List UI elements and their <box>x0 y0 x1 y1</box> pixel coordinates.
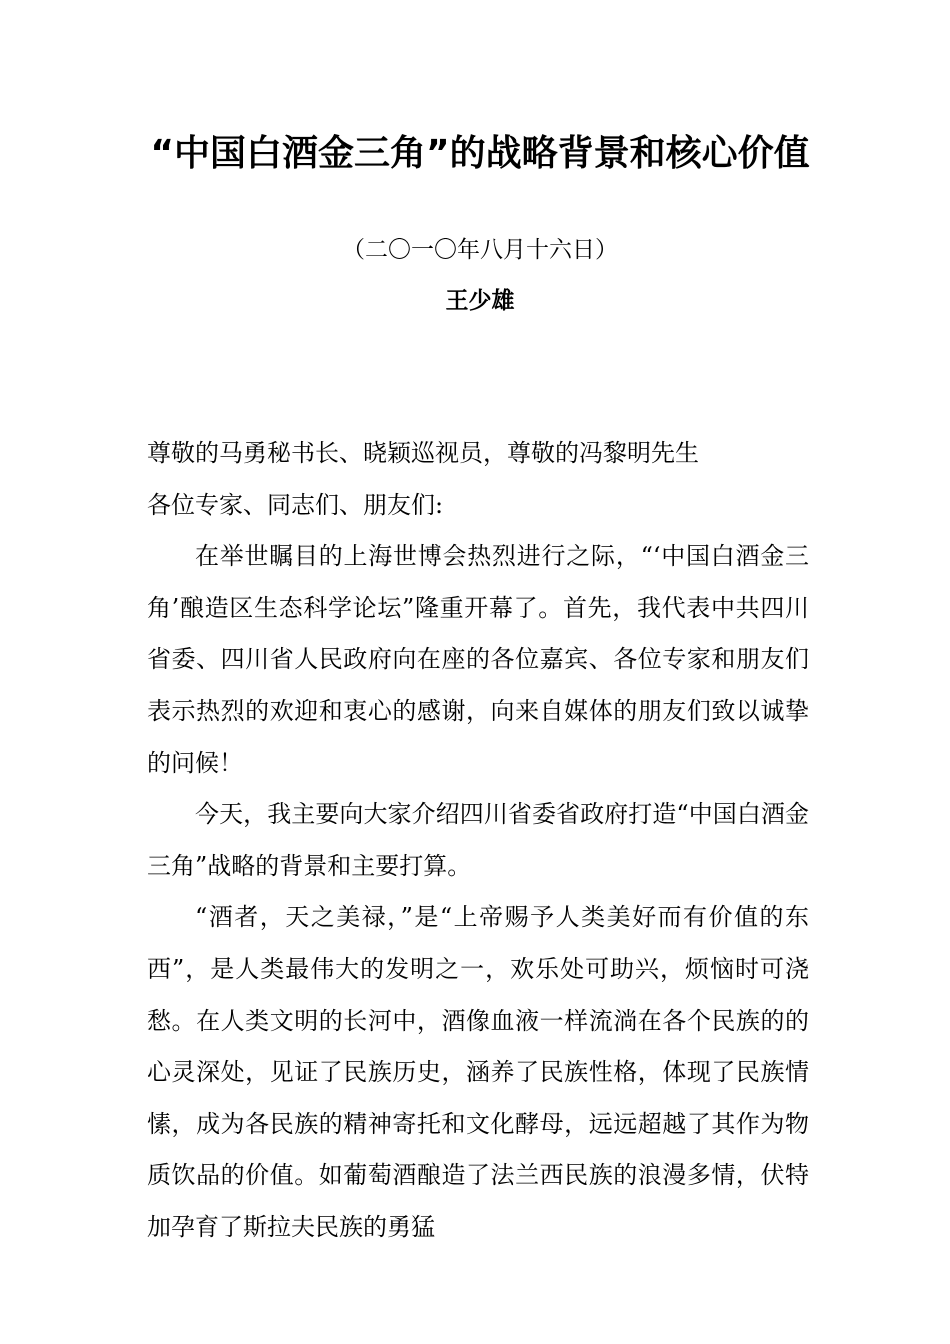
body-paragraph: 今天，我主要向大家介绍四川省委省政府打造“中国白酒金三角”战略的背景和主要打算。 <box>147 800 809 880</box>
document-title: “中国白酒金三角”的战略背景和核心价值 <box>150 133 810 174</box>
body-paragraph: “酒者，天之美禄，”是“上帝赐予人类美好而有价值的东西”，是人类最伟大的发明之一，欢乐处可助兴，烦恼时可浇愁。在人类文明的长河中，酒像血液一样流淌在各个民族的的心灵深处，见证了民族历史，涵养了民族性格，体现了民族情愫，成为各民族的精神寄托和文化酵母，远远超越了其作为物质饮品的价值。如葡萄酒酿造了法兰西民族的浪漫多情，伏特加孕育了斯拉夫民族的勇猛 <box>147 903 809 1241</box>
document-date: （二〇一〇年八月十六日） <box>342 237 618 263</box>
document-author: 王少雄 <box>445 287 515 314</box>
salutation-line: 尊敬的马勇秘书长、晓颖巡视员，尊敬的冯黎明先生 <box>147 439 699 467</box>
document-body <box>147 428 809 1254</box>
salutation-line: 各位专家、同志们、朋友们: <box>147 490 444 519</box>
body-paragraph: 在举世瞩目的上海世博会热烈进行之际，“‘中国白酒金三角’酿造区生态科学论坛”隆重开幕了。首先，我代表中共四川省委、四川省人民政府向在座的各位嘉宾、各位专家和朋友们表示热烈的欢迎和衷心的感谢，向来自媒体的朋友们致以诚挚的问候！ <box>147 542 809 777</box>
